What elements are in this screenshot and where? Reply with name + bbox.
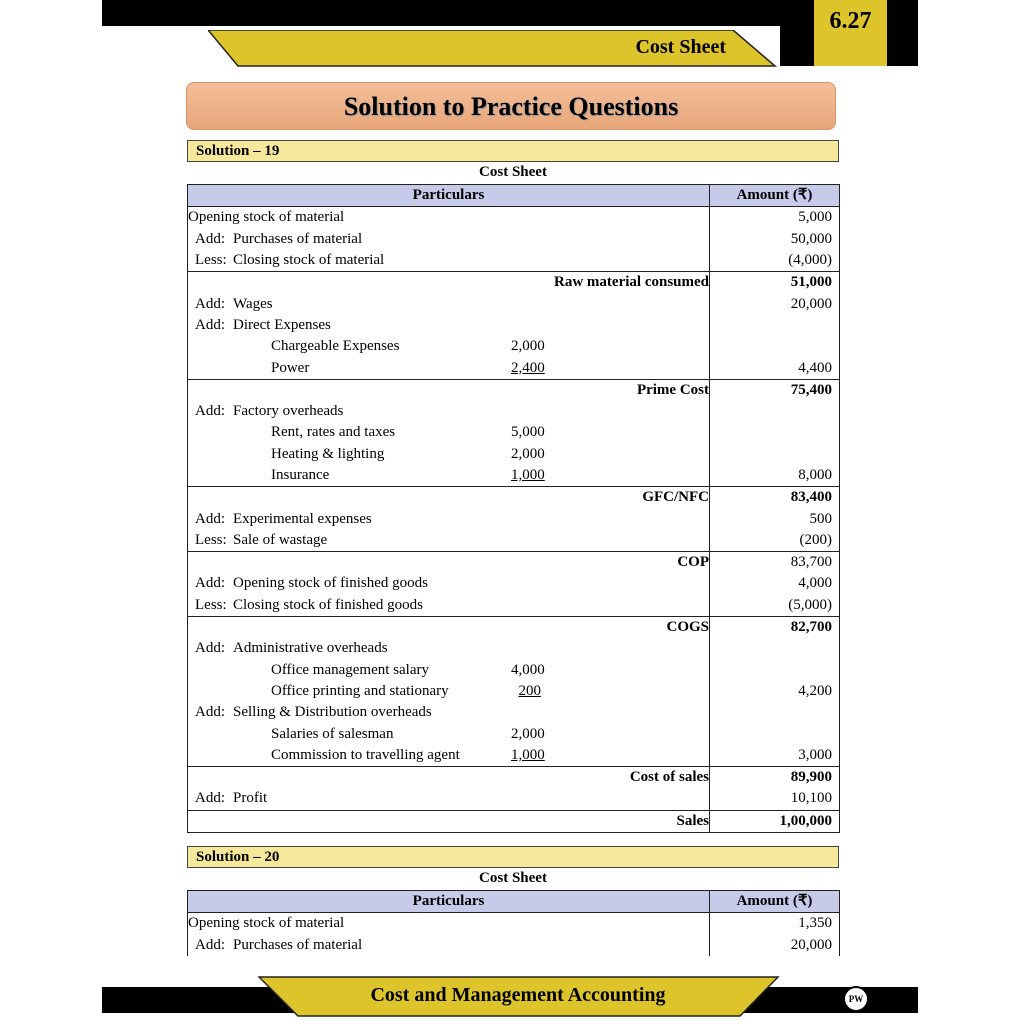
row-prefix: Add: (195, 230, 225, 247)
row-amount: (4,000) (710, 250, 840, 272)
row-subamount: 2,000 (511, 725, 545, 742)
header-bar (102, 0, 918, 26)
table-row (188, 207, 840, 229)
table-row (188, 935, 840, 956)
row-subamount: 2,000 (511, 445, 545, 462)
table-row (188, 530, 840, 552)
row-amount: 50,000 (710, 229, 840, 250)
row-subamount: 4,000 (511, 661, 545, 678)
row-label: Heating & lighting (271, 445, 385, 462)
table-row (188, 913, 840, 935)
row-label: Experimental expenses (233, 510, 372, 527)
row-label: Selling & Distribution overheads (233, 704, 432, 721)
row-amount: 10,100 (710, 788, 840, 810)
row-prefix: Less: (195, 596, 227, 613)
row-label: Rent, rates and taxes (271, 424, 396, 441)
subtotal-amount: 83,700 (710, 552, 840, 574)
row-label: Closing stock of finished goods (233, 596, 423, 613)
table-row (188, 422, 840, 443)
row-label: Office management salary (271, 661, 429, 678)
solution-19-label: Solution – 19 (187, 140, 839, 162)
row-label: Closing stock of material (233, 252, 385, 269)
table-row (188, 293, 840, 314)
subtotal-label: Raw material consumed (188, 272, 710, 294)
solution-20-label: Solution – 20 (187, 846, 839, 868)
row-subamount: 2,000 (511, 338, 545, 355)
chapter-title: Cost Sheet (635, 36, 726, 58)
subtotal-amount: 83,400 (710, 487, 840, 509)
table-row (188, 745, 840, 767)
pw-logo-icon: PW (843, 986, 869, 1012)
table-row (188, 357, 840, 379)
row-prefix: Add: (195, 790, 225, 807)
row-subamount: 1,000 (511, 467, 545, 483)
row-subamount: 5,000 (511, 424, 545, 441)
row-prefix: Add: (195, 640, 225, 657)
section-title: Solution to Practice Questions (186, 82, 836, 130)
row-amount: 1,350 (710, 913, 840, 935)
table-row (188, 444, 840, 465)
row-amount: 5,000 (710, 207, 840, 229)
table-row (188, 508, 840, 529)
row-amount: 4,400 (710, 357, 840, 379)
row-prefix: Add: (195, 704, 225, 721)
row-label: Power (271, 359, 310, 376)
total-amount: 1,00,000 (710, 810, 840, 832)
subtotal-amount: 75,400 (710, 379, 840, 401)
table-row (188, 595, 840, 617)
subtotal-label: GFC/NFC (188, 487, 710, 509)
row-amount: 4,200 (710, 681, 840, 702)
row-amount: 20,000 (710, 293, 840, 314)
solution-20-table-title: Cost Sheet (479, 870, 547, 886)
table-row (188, 702, 840, 723)
subtotal-label: COGS (188, 616, 710, 638)
row-subamount: 200 (518, 682, 541, 699)
book-title: Cost and Management Accounting (370, 984, 666, 1006)
row-label: Sale of wastage (233, 531, 328, 548)
row-amount: 20,000 (710, 935, 840, 956)
subtotal-label: COP (188, 552, 710, 574)
subtotal-label: Cost of sales (188, 767, 710, 789)
solution-20-cost-sheet (187, 890, 840, 956)
table-row (188, 465, 840, 487)
row-amount: 4,000 (710, 573, 840, 594)
subtotal-row (188, 552, 840, 574)
row-label: Opening stock of finished goods (233, 575, 428, 592)
col-particulars: Particulars (188, 891, 710, 913)
subtotal-row (188, 272, 840, 294)
subtotal-amount: 82,700 (710, 616, 840, 638)
row-prefix: Add: (195, 510, 225, 527)
row-label: Wages (233, 295, 273, 312)
subtotal-label: Prime Cost (188, 379, 710, 401)
subtotal-row (188, 767, 840, 789)
row-label: Purchases of material (233, 230, 363, 247)
page-number: 6.27 (829, 8, 872, 34)
row-prefix: Less: (195, 531, 227, 548)
subtotal-row (188, 379, 840, 401)
row-label: Commission to travelling agent (271, 746, 460, 763)
table-row (188, 250, 840, 272)
row-subamount: 1,000 (511, 746, 545, 763)
solution-19-cost-sheet (187, 184, 840, 833)
row-prefix: Add: (195, 316, 225, 333)
row-label: Opening stock of material (188, 207, 710, 229)
row-prefix: Less: (195, 252, 227, 269)
row-label: Office printing and stationary (271, 682, 449, 699)
total-row (188, 810, 840, 832)
subtotal-row (188, 487, 840, 509)
row-prefix: Add: (195, 295, 225, 312)
subtotal-row (188, 616, 840, 638)
row-label: Insurance (271, 467, 330, 483)
total-label: Sales (188, 810, 710, 832)
row-label: Profit (233, 790, 268, 807)
solution-19-table-title: Cost Sheet (479, 164, 547, 180)
row-label: Opening stock of material (188, 913, 710, 935)
table-row (188, 788, 840, 810)
table-row (188, 401, 840, 422)
row-amount: 3,000 (710, 745, 840, 767)
col-particulars: Particulars (188, 185, 710, 207)
row-prefix: Add: (195, 403, 225, 420)
table-row (188, 573, 840, 594)
row-label: Purchases of material (233, 936, 363, 953)
row-subamount: 2,400 (511, 359, 545, 376)
row-label: Factory overheads (233, 403, 344, 420)
row-prefix: Add: (195, 936, 225, 953)
col-amount: Amount (₹) (710, 891, 840, 913)
table-row (188, 229, 840, 250)
row-label: Salaries of salesman (271, 725, 394, 742)
row-amount: 500 (710, 508, 840, 529)
table-row (188, 723, 840, 744)
row-label: Administrative overheads (233, 640, 388, 657)
row-amount: (200) (710, 530, 840, 552)
table-row (188, 681, 840, 702)
row-amount: 8,000 (710, 465, 840, 487)
row-label: Chargeable Expenses (271, 338, 400, 355)
table-row (188, 336, 840, 357)
subtotal-amount: 89,900 (710, 767, 840, 789)
table-row (188, 660, 840, 681)
subtotal-amount: 51,000 (710, 272, 840, 294)
row-amount: (5,000) (710, 595, 840, 617)
col-amount: Amount (₹) (710, 185, 840, 207)
table-row (188, 638, 840, 659)
row-prefix: Add: (195, 575, 225, 592)
table-row (188, 315, 840, 336)
row-label: Direct Expenses (233, 316, 331, 333)
